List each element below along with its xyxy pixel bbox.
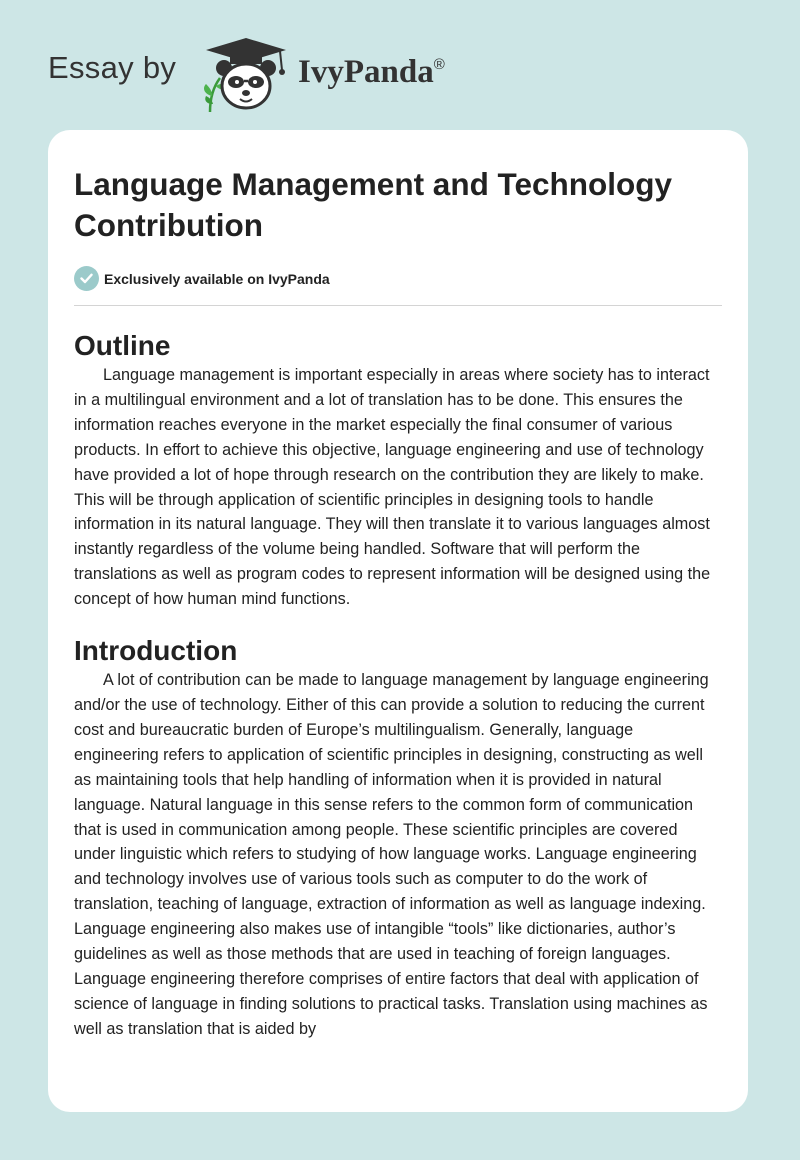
exclusive-label: Exclusively available on IvyPanda	[104, 270, 330, 287]
registered-mark: ®	[433, 56, 445, 73]
checkmark-icon	[80, 273, 93, 284]
check-circle-icon	[74, 266, 99, 291]
brand-text: IvyPanda	[298, 54, 434, 90]
panda-graduate-icon[interactable]	[200, 34, 292, 114]
section-paragraph-introduction: A lot of contribution can be made to language management by language engineering and/or the use of technology. Either of this can provide a solution to reducing the current cost and bureaucratic burden of Europe’s multilingualism. Generally, language engineering refers to application of scientific principles in designing, constructing as well as maintaining tools that help handling of information when it is provided in natural language. Natural language in this sense refers to the common form of communication that is used in communication among people. These scientific principles are covered under linguistic which refers to studying of how language works. Language engineering and technology involves use of various tools such as computer to do the work of translation, teaching of language, extraction of information as well as language indexing. Language engineering also makes use of intangible “tools” like dictionaries, author’s guidelines as well as those methods that are used in teaching of foreign languages. Language engineering therefore comprises of entire factors that deal with application of science of language in finding solutions to practical tasks. Translation using machines as well as translation that is aided by	[74, 671, 709, 1038]
divider	[74, 305, 722, 306]
page-title: Language Management and Technology Contribution	[74, 166, 672, 243]
section-heading-introduction: Introduction	[74, 635, 238, 667]
section-heading-outline: Outline	[74, 330, 171, 361]
essay-card	[48, 130, 748, 1112]
section-paragraph-outline: Language management is important especially in areas where society has to interact in a multilingual environment and a lot of translation has to be done. This ensures the information reaches everyone in the market especially the final consumer of various products. In effort to achieve this objective, language engineering and use of technology have provided a lot of hope through research on the contribution they are likely to make. This will be through application of scientific principles in designing tools to handle information in its natural language. They will then translate it to various languages almost instantly regardless of the volume being handled. Software that will perform the translations as well as program codes to represent information will be designed using the concept of how human mind functions.	[74, 366, 711, 609]
exclusive-badge	[74, 266, 722, 291]
essay-by-label: Essay by	[48, 50, 177, 85]
brand-name[interactable]	[298, 54, 445, 91]
site-header	[0, 0, 800, 130]
